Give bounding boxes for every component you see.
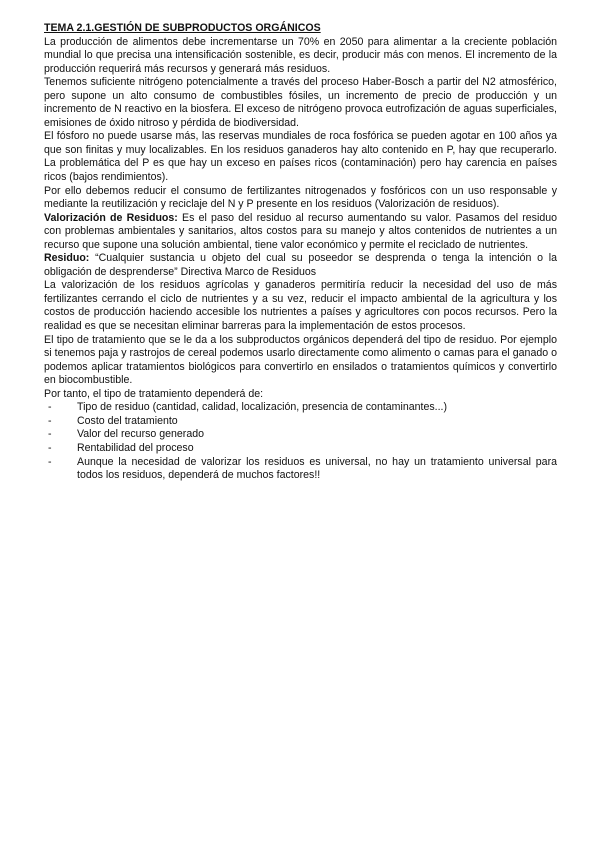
residuo-term: Residuo:: [44, 252, 90, 265]
list-item-text: Valor del recurso generado: [77, 428, 205, 441]
factors-list: [44, 401, 557, 482]
paragraph-treatment-type: El tipo de tratamiento que se le da a los subproductos orgánicos dependerá del tipo de residuo. Por ejemplo si tenemos paja y rastrojos de cereal podemos usarlo directamente como alimento o camas para el ganado o podemos aplicar tratamientos biológicos para convertirlo en ensilados o tratamientos químicos y convertirlo en biocombustible.: [44, 333, 557, 387]
paragraph-benefits: La valorización de los residuos agrícolas y ganaderos permitiría reducir la necesidad del uso de más fertilizantes cerrando el ciclo de nutrientes y a su vez, reducir el impacto ambiental de la agricultura y los costos de producción haciendo accesible los nutrientes a países y agricultores con pocos recursos. Pero la realidad es que se necesitan eliminar barreras para la implementación de estos procesos.: [44, 279, 557, 333]
valorizacion-definition: Es el paso del residuo al recurso aumentando su valor. Pasamos del residuo con problemas ambientales y sanitarios, altos costos para su manejo y altos contenidos de nutrientes a un recurso que supone una solución ambiental, tiene valor económico y permite el reciclado de nutrientes.: [44, 211, 557, 251]
paragraph-valorizacion: [44, 212, 557, 253]
paragraph-nitrogen: Tenemos suficiente nitrógeno potencialmente a través del proceso Haber-Bosch a partir del N2 atmosférico, pero supone un alto consumo de combustibles fósiles, un incremento de precio de producción y un incremento de N reactivo en la biosfera. El exceso de nitrógeno provoca eutrofización de aguas superficiales, emisiones de óxido nitroso y pérdida de biodiversidad.: [44, 76, 557, 129]
list-item: [44, 401, 557, 415]
list-bullet: -: [48, 414, 52, 427]
paragraph-residuo: [44, 252, 557, 279]
list-item-text: Costo del tratamiento: [77, 414, 178, 427]
paragraph-phosphorus: El fósforo no puede usarse más, las reservas mundiales de roca fosfórica se pueden agotar en 100 años ya que son finitas y muy localizables. En los residuos ganaderos hay alto contenido en P, hay que recuperarlo. La problemática del P es que hay un exceso en países ricos (contaminación) pero hay carencia en países ricos (bajos rendimientos).: [44, 130, 557, 184]
list-bullet: -: [48, 428, 52, 441]
paragraph-list-intro: Por tanto, el tipo de tratamiento dependerá de:: [44, 387, 264, 400]
paragraph-production: La producción de alimentos debe incrementarse un 70% en 2050 para alimentar a la creciente población mundial lo que precisa una intensificación sostenible, es decir, producir más con menos. El incremento de la producción requerirá más recursos y generará más residuos.: [44, 35, 557, 75]
document-page: [44, 22, 557, 483]
list-bullet: -: [48, 401, 52, 414]
list-item: [44, 456, 557, 483]
list-item: [44, 428, 557, 442]
list-item: [44, 442, 557, 456]
valorizacion-term: Valorización de Residuos:: [44, 211, 178, 224]
list-item-text: Aunque la necesidad de valorizar los residuos es universal, no hay un tratamiento universal para todos los residuos, dependerá de muchos factores!!: [77, 455, 557, 482]
list-bullet: -: [48, 441, 52, 454]
page-title: TEMA 2.1.GESTIÓN DE SUBPRODUCTOS ORGÁNICOS: [44, 22, 321, 34]
paragraph-reduce-consumption: Por ello debemos reducir el consumo de fertilizantes nitrogenados y fosfóricos con un uso responsable y mediante la reutilización y reciclaje del N y P presente en los residuos (Valorización de residuos).: [44, 184, 557, 211]
list-item: [44, 415, 557, 429]
list-item-text: Rentabilidad del proceso: [77, 441, 194, 454]
list-item-text: Tipo de residuo (cantidad, calidad, localización, presencia de contaminantes...): [77, 401, 448, 414]
residuo-definition: “Cualquier sustancia u objeto del cual su poseedor se desprenda o tenga la intención o la obligación de desprenderse” Directiva Marco de Residuos: [44, 252, 557, 278]
list-bullet: -: [48, 455, 52, 468]
